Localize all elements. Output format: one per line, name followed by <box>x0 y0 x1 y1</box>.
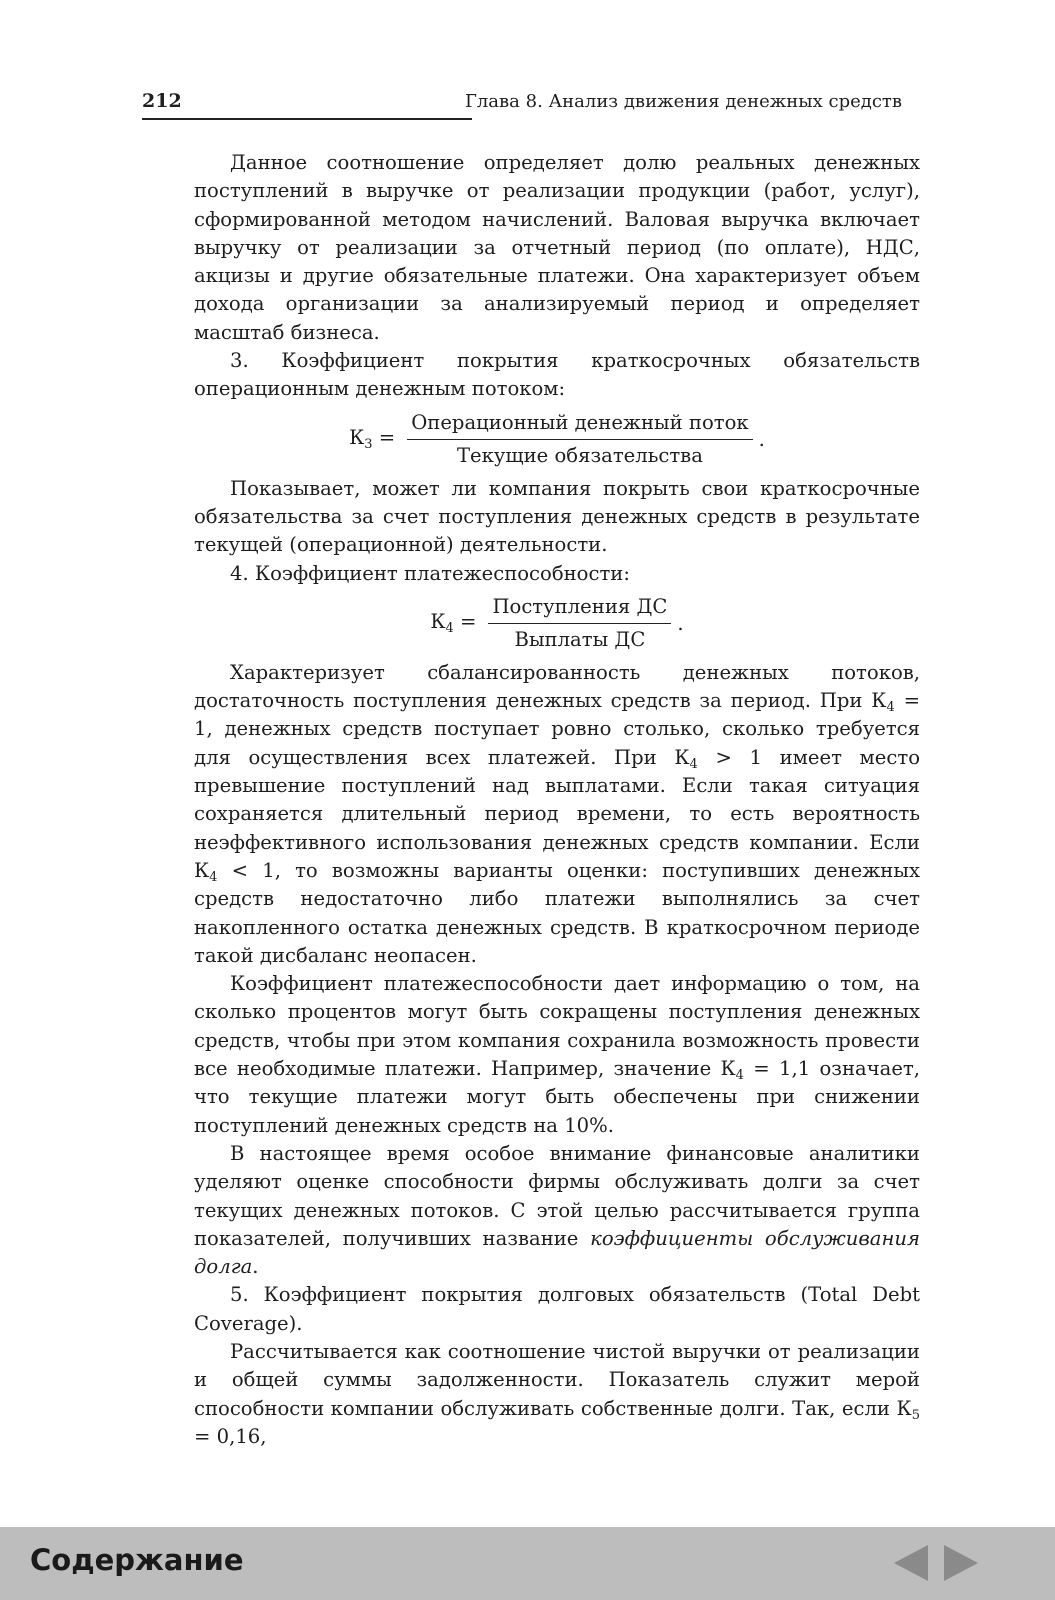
paragraph-k4-example: Коэффициент платежеспособности дает информацию о том, на сколько процентов могут быть сокращены поступления денежных средств, чтобы при этом компания сохранила возможность провести все необходимые платежи. Например, значение $К_4 = 1,1$ означает, что текущие платежи могут быть обеспечены при снижении поступлений денежных средств на 10%. <box>194 972 921 1137</box>
formula-k3: $К_3$ = $\frac{\text{Операционный денежный поток}}{\text{Текущие обязательства}}$ . <box>349 410 765 467</box>
arrow-left-icon[interactable] <box>892 1543 930 1583</box>
paragraph-coefficient-5-heading: 5. Коэффициент покрытия долговых обязательств (Total Debt Coverage). <box>194 1283 920 1335</box>
arrow-right-icon[interactable] <box>942 1543 980 1583</box>
paragraph-k5-description: Рассчитывается как соотношение чистой выручки от реализации и общей суммы задолженности. Показатель служит мерой способности компании обслуживать собственные долги. Так, если $К_5 = 0,16$, <box>194 1339 920 1448</box>
paragraph-cash-ratio-description: Данное соотношение определяет долю реальных денежных поступлений в выручке от реализации продукции (работ, услуг), сформированной методом начислений. Валовая выручка включает выручку от реализации за отчетный период (по оплате), НДС, акцизы и другие обязательные платежи. Она характеризует объем дохода организации за анализируемый период и определяет масштаб бизнеса. <box>194 151 920 344</box>
formula-k4-lhs: $К_4$ = <box>430 610 477 637</box>
formula-k4-numerator: Поступления ДС <box>488 594 671 624</box>
chapter-title: Глава 8. Анализ движения денежных средств <box>464 91 902 112</box>
page-body <box>194 149 920 1451</box>
paragraph-k4-interpretation: Характеризует сбалансированность денежных потоков, достаточность поступления денежных средств за период. При $К_4 = 1$, денежных средств поступает ровно столько, сколько требуется для осуществления всех платежей. При $К_4 > 1$ имеет место превышение поступлений над выплатами. Если такая ситуация сохраняется длительный период времени, то есть вероятность неэффективного использования денежных средств компании. Если $К_4 < 1$, то возможны варианты оценки: поступивших денежных средств недостаточно либо платежи выполнялись за счет накопленного остатка денежных средств. В краткосрочном периоде такой дисбаланс неопасен. <box>194 660 920 967</box>
contents-link[interactable]: Содержание <box>30 1543 244 1577</box>
formula-k3-lhs: $К_3$ = <box>349 426 396 453</box>
paragraph-k3-explanation: Показывает, может ли компания покрыть свои краткосрочные обязательства за счет поступления денежных средств в результате текущей (операционной) деятельности. <box>194 476 920 557</box>
running-header <box>142 90 902 122</box>
formula-k4-denominator: Выплаты ДС <box>514 627 646 651</box>
formula-k4: $К_4$ = $\frac{\text{Поступления ДС}}{\text{Выплаты ДС}}$ . <box>430 594 684 651</box>
header-rule <box>142 118 472 120</box>
paragraph-coefficient-3-heading: 3. Коэффициент покрытия краткосрочных обязательств операционным денежным потоком: <box>194 349 920 401</box>
term-debt-service-ratios: коэффициенты обслуживания долга <box>194 1226 920 1279</box>
paragraph-coefficient-4-heading: 4. Коэффициент платежеспособности: <box>230 561 630 585</box>
formula-k3-denominator: Текущие обязательства <box>456 443 703 467</box>
paragraph-debt-service-intro: В настоящее время особое внимание финансовые аналитики уделяют оценке способности фирмы обслуживать долги за счет текущих денежных потоков. С этой целью рассчитывается группа показателей, получивших название коэффициенты обслуживания долга. <box>194 1141 920 1279</box>
formula-k3-numerator: Операционный денежный поток <box>407 410 752 440</box>
footer-navigation-bar <box>0 1527 1055 1600</box>
page-number: 212 <box>142 90 182 112</box>
formula-k4-fraction <box>488 594 671 653</box>
formula-k3-fraction <box>407 410 752 469</box>
